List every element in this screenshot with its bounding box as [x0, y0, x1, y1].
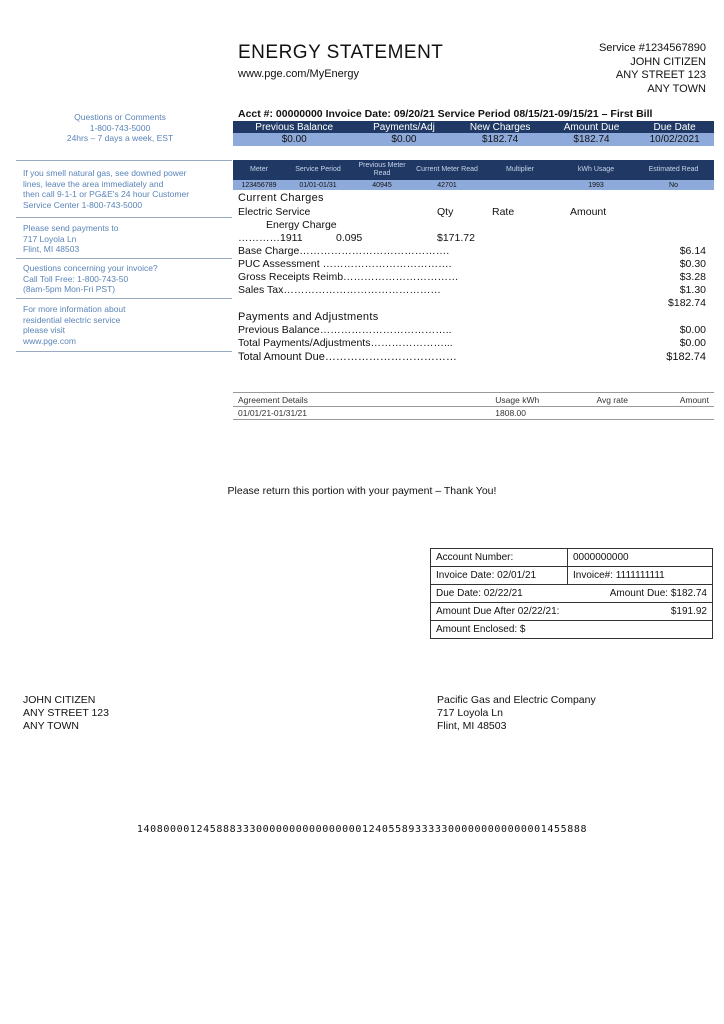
- meter-header: Previous Meter Read: [351, 160, 413, 180]
- more-info-line: residential electric service: [23, 314, 121, 325]
- address-line: Pacific Gas and Electric Company: [437, 694, 596, 706]
- charges-subtotal: $182.74: [668, 297, 706, 309]
- total-due-value: $182.74: [666, 351, 706, 363]
- meter-value: No: [633, 180, 714, 190]
- meter-header: Current Meter Read: [413, 160, 481, 180]
- summary-header: Previous Balance: [233, 121, 355, 133]
- statement-title: ENERGY STATEMENT: [238, 42, 444, 63]
- meter-header: kWh Usage: [559, 160, 633, 180]
- agreement-period: 01/01/21-01/31/21: [233, 407, 490, 420]
- invoice-date: Invoice Date: 02/01/21: [431, 567, 568, 585]
- invoice-number: Invoice#: 1111111111: [568, 567, 713, 585]
- charge-line-label: Sales Tax………………………………………: [238, 284, 441, 296]
- customer-town: ANY TOWN: [647, 82, 706, 95]
- total-payments-value: $0.00: [679, 337, 706, 349]
- amount-enclosed-field[interactable]: Amount Enclosed: $: [431, 621, 713, 639]
- address-line: ANY STREET 123: [23, 707, 109, 719]
- qty-label: Qty: [437, 206, 454, 218]
- account-url-link[interactable]: www.pge.com/MyEnergy: [238, 68, 360, 80]
- payment-row: [431, 549, 713, 567]
- charge-line-amount: $0.30: [679, 258, 706, 270]
- account-number-value: 0000000000: [568, 549, 713, 567]
- address-line: ANY TOWN: [23, 720, 80, 732]
- send-payments-line: Flint, MI 48503: [23, 244, 80, 254]
- energy-amount: $171.72: [437, 232, 475, 244]
- summary-header: Due Date: [635, 121, 714, 133]
- meter-header-row: [233, 160, 714, 180]
- meter-value-row: [233, 180, 714, 190]
- address-line: JOHN CITIZEN: [23, 694, 96, 706]
- gas-notice-line: If you smell natural gas, see downed power: [23, 168, 187, 178]
- summary-value: $182.74: [452, 133, 547, 146]
- charge-line-amount: $1.30: [679, 284, 706, 296]
- energy-rate: 0.095: [336, 232, 363, 244]
- service-address-block: [599, 42, 706, 96]
- agreement-amount: [675, 407, 714, 420]
- summary-value: $0.00: [233, 133, 355, 146]
- meter-header: Multiplier: [481, 160, 559, 180]
- meter-header: Meter: [233, 160, 285, 180]
- charge-line-amount: $6.14: [679, 245, 706, 257]
- meter-read-table: [233, 160, 714, 190]
- meter-header: Service Period: [285, 160, 351, 180]
- energy-charge-label: Energy Charge: [266, 219, 337, 231]
- send-payments-line: Please send payments to: [23, 223, 119, 233]
- meter-value: 01/01-01/31: [285, 180, 351, 190]
- customer-mailing-address: [23, 694, 109, 733]
- charge-line-label: Base Charge…………………………………….: [238, 245, 450, 257]
- meter-header: Estimated Read: [633, 160, 714, 180]
- agreement-details-table: [233, 392, 714, 420]
- account-summary-line: Acct #: 00000000 Invoice Date: 09/20/21 Service Period 08/15/21-09/15/21 – First Bill: [238, 108, 653, 120]
- payment-row: [431, 603, 713, 621]
- payment-row: [431, 567, 713, 585]
- rate-label: Rate: [492, 206, 515, 218]
- summary-value-row: [233, 133, 714, 146]
- energy-qty: …………1911: [238, 232, 303, 244]
- gas-notice-line: then call 9-1-1 or PG&E's 24 hour Customer: [23, 189, 190, 199]
- questions-hours: 24hrs – 7 days a week, EST: [66, 133, 174, 143]
- customer-name: JOHN CITIZEN: [630, 55, 706, 68]
- balance-summary-table: [233, 121, 714, 146]
- agreement-header: Avg rate: [591, 393, 674, 407]
- gas-safety-notice: [16, 160, 232, 218]
- address-line: Flint, MI 48503: [437, 720, 507, 732]
- summary-header: Payments/Adj: [355, 121, 452, 133]
- gas-notice-line: lines, leave the area immediately and: [23, 178, 164, 189]
- meter-value: [481, 180, 559, 190]
- agreement-usage: 1808.00: [490, 407, 591, 420]
- meter-value: 42701: [413, 180, 481, 190]
- summary-value: 10/02/2021: [635, 133, 714, 146]
- invoice-questions-block: [16, 259, 232, 299]
- account-number-label: Account Number:: [431, 549, 568, 567]
- meter-value: 123456789: [233, 180, 285, 190]
- questions-heading: Questions or Comments: [74, 112, 166, 122]
- amount-after-label: Amount Due After 02/22/21:: [431, 603, 568, 621]
- agreement-header: Usage kWh: [490, 393, 591, 407]
- more-info-block: [16, 299, 232, 352]
- agreement-row: [233, 407, 714, 420]
- payments-heading: Payments and Adjustments: [238, 311, 379, 323]
- payment-row: [431, 621, 713, 639]
- amount-after-value: $191.92: [568, 603, 713, 621]
- agreement-header-row: [233, 393, 714, 407]
- due-date: Due Date: 02/22/21: [431, 585, 568, 603]
- agreement-avg-rate: [591, 407, 674, 420]
- more-info-line: please visit: [23, 325, 66, 335]
- questions-phone: 1-800-743-5000: [89, 122, 151, 133]
- invoice-questions-line: Questions concerning your invoice?: [23, 263, 158, 273]
- current-charges-heading: Current Charges: [238, 192, 324, 204]
- summary-header: New Charges: [452, 121, 547, 133]
- address-line: 717 Loyola Ln: [437, 707, 503, 719]
- summary-value: $182.74: [548, 133, 635, 146]
- agreement-header: Amount: [675, 393, 714, 407]
- total-due-label: Total Amount Due………………………………: [238, 351, 457, 363]
- invoice-questions-line: Call Toll Free: 1-800-743-50: [23, 273, 129, 284]
- gas-notice-line: Service Center 1-800-743-5000: [23, 199, 143, 210]
- company-remit-address: [437, 694, 596, 733]
- amount-label: Amount: [570, 206, 607, 218]
- questions-block: [40, 112, 200, 144]
- more-info-line: For more information about: [23, 304, 126, 314]
- summary-header-row: [233, 121, 714, 133]
- service-number: Service #1234567890: [598, 42, 706, 54]
- send-payments-line: 717 Loyola Ln: [23, 233, 77, 244]
- payment-row: [431, 585, 713, 603]
- meter-value: 1993: [559, 180, 633, 190]
- summary-header: Amount Due: [548, 121, 635, 133]
- previous-balance-label: Previous Balance………………………………..: [238, 324, 452, 336]
- more-info-website-link[interactable]: www.pge.com: [23, 335, 76, 346]
- charge-line-label: PUC Assessment ……………………………….: [238, 258, 452, 270]
- agreement-header: Agreement Details: [233, 393, 490, 407]
- charge-line-label: Gross Receipts Reimb……………………………: [238, 271, 459, 283]
- previous-balance-value: $0.00: [679, 324, 706, 336]
- return-portion-note: Please return this portion with your payment – Thank You!: [227, 485, 497, 497]
- payment-stub-box: [430, 548, 713, 639]
- meter-value: 40945: [351, 180, 413, 190]
- total-payments-label: Total Payments/Adjustments…………………...: [238, 337, 453, 349]
- electric-service-label: Electric Service: [238, 206, 311, 218]
- summary-value: $0.00: [355, 133, 452, 146]
- customer-street: ANY STREET 123: [615, 69, 706, 81]
- amount-due: Amount Due: $182.74: [568, 585, 713, 603]
- invoice-questions-line: (8am-5pm Mon-Fri PST): [23, 284, 116, 294]
- charge-line-amount: $3.28: [679, 271, 706, 283]
- micr-scan-line: 14080000124588833300000000000000001240558933333000000000000001455888: [136, 824, 588, 835]
- send-payments-block: [16, 218, 232, 259]
